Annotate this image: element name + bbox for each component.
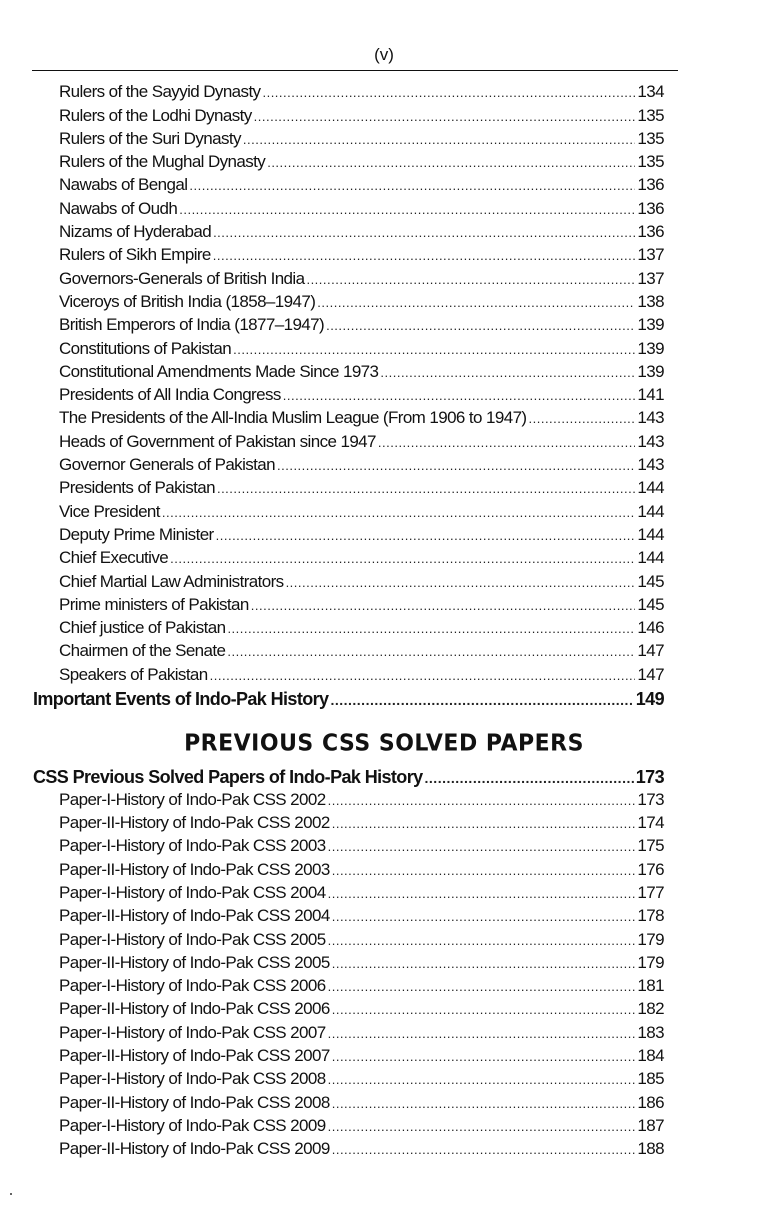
toc-entry-page: 138 xyxy=(637,291,664,311)
toc-leader-dots xyxy=(262,84,635,102)
toc-entry-page: 146 xyxy=(637,618,664,638)
toc-entry xyxy=(59,592,664,615)
toc-leader-dots xyxy=(328,885,636,903)
toc-leader-dots xyxy=(328,932,636,950)
toc-entry-page: 143 xyxy=(637,455,664,475)
toc-entry xyxy=(59,615,664,638)
toc-entry-page: 135 xyxy=(637,105,664,125)
toc-entry xyxy=(59,289,664,312)
toc-entry-page: 135 xyxy=(637,152,664,172)
toc-entry-title: Paper-I-History of Indo-Pak CSS 2005 xyxy=(59,929,326,949)
toc-leader-dots xyxy=(332,862,636,880)
toc-entry-title: Constitutional Amendments Made Since 1973 xyxy=(59,361,379,381)
toc-entry xyxy=(59,312,664,335)
toc-entry xyxy=(59,810,664,833)
toc-leader-dots xyxy=(213,224,635,242)
toc-leader-dots xyxy=(332,1095,636,1113)
toc-entry-title: Rulers of the Sayyid Dynasty xyxy=(59,82,261,102)
toc-leader-dots xyxy=(378,434,636,452)
toc-entry-page: 179 xyxy=(637,952,664,972)
toc-entry-page: 178 xyxy=(637,906,664,926)
toc-entry xyxy=(59,661,664,684)
toc-leader-dots xyxy=(162,504,636,522)
toc-entry-page: 183 xyxy=(637,1022,664,1042)
toc-entry-page: 136 xyxy=(637,175,664,195)
toc-section-css-papers xyxy=(0,762,768,1159)
toc-entry-title: British Emperors of India (1877–1947) xyxy=(59,315,325,335)
toc-major-entry xyxy=(33,762,664,787)
toc-entry-page: 181 xyxy=(637,976,664,996)
toc-leader-dots xyxy=(330,691,633,709)
toc-entry xyxy=(59,522,664,545)
stray-dot xyxy=(10,1193,12,1195)
page-number: (v) xyxy=(374,45,394,64)
toc-entry xyxy=(59,149,664,172)
toc-leader-dots xyxy=(251,597,636,615)
toc-entry-title: Paper-II-History of Indo-Pak CSS 2004 xyxy=(59,906,330,926)
toc-entry xyxy=(59,102,664,125)
toc-entry-page: 139 xyxy=(637,361,664,381)
toc-leader-dots xyxy=(332,908,636,926)
toc-entry-page: 143 xyxy=(637,408,664,428)
toc-entry-title: Nawabs of Bengal xyxy=(59,175,188,195)
toc-entry xyxy=(59,79,664,102)
toc-entry-page: 179 xyxy=(637,929,664,949)
toc-entry xyxy=(59,405,664,428)
toc-leader-dots xyxy=(328,978,636,996)
toc-leader-dots xyxy=(267,154,635,172)
toc-entry-page: 173 xyxy=(635,766,664,787)
toc-entry-page: 135 xyxy=(637,128,664,148)
toc-entry-title: Paper-II-History of Indo-Pak CSS 2007 xyxy=(59,1046,330,1066)
toc-entry xyxy=(59,195,664,218)
toc-entry-title: Deputy Prime Minister xyxy=(59,524,214,544)
toc-entry-page: 145 xyxy=(637,594,664,614)
header-rule xyxy=(32,70,678,71)
toc-entry-page: 139 xyxy=(637,315,664,335)
toc-entry xyxy=(59,242,664,265)
toc-entry-title: CSS Previous Solved Papers of Indo-Pak History xyxy=(33,766,423,787)
toc-entry-page: 143 xyxy=(637,431,664,451)
toc-entry-title: Paper-I-History of Indo-Pak CSS 2006 xyxy=(59,976,326,996)
toc-leader-dots xyxy=(332,955,636,973)
toc-entry-title: Rulers of the Mughal Dynasty xyxy=(59,152,266,172)
toc-entry-page: 137 xyxy=(637,245,664,265)
toc-entry-page: 177 xyxy=(637,882,664,902)
toc-entry-page: 141 xyxy=(637,385,664,405)
toc-entry-page: 187 xyxy=(637,1115,664,1135)
toc-leader-dots xyxy=(306,271,635,289)
toc-entry xyxy=(59,1019,664,1042)
toc-entry-page: 175 xyxy=(637,836,664,856)
toc-entry xyxy=(59,452,664,475)
toc-entry-title: Viceroys of British India (1858–1947) xyxy=(59,291,316,311)
toc-leader-dots xyxy=(254,108,636,126)
toc-leader-dots xyxy=(328,838,636,856)
toc-entry xyxy=(59,950,664,973)
toc-leader-dots xyxy=(328,1118,636,1136)
toc-entry-title: Paper-I-History of Indo-Pak CSS 2004 xyxy=(59,882,326,902)
toc-entry-page: 145 xyxy=(637,571,664,591)
toc-entry-title: Paper-II-History of Indo-Pak CSS 2009 xyxy=(59,1139,330,1159)
toc-entry-title: Paper-I-History of Indo-Pak CSS 2002 xyxy=(59,789,326,809)
toc-entry xyxy=(59,1066,664,1089)
toc-entry xyxy=(59,1089,664,1112)
toc-leader-dots xyxy=(217,480,635,498)
toc-leader-dots xyxy=(213,247,636,265)
toc-entry-title: Paper-I-History of Indo-Pak CSS 2007 xyxy=(59,1022,326,1042)
toc-leader-dots xyxy=(227,643,635,661)
toc-entry-title: Heads of Government of Pakistan since 1947 xyxy=(59,431,376,451)
toc-leader-dots xyxy=(283,387,636,405)
toc-leader-dots xyxy=(277,457,635,475)
toc-leader-dots xyxy=(243,131,636,149)
toc-leader-dots xyxy=(189,177,635,195)
toc-entry-title: Paper-II-History of Indo-Pak CSS 2003 xyxy=(59,859,330,879)
toc-leader-dots xyxy=(529,410,636,428)
toc-entry xyxy=(59,973,664,996)
toc-entry xyxy=(59,498,664,521)
toc-entry-title: Nizams of Hyderabad xyxy=(59,222,212,242)
toc-entry xyxy=(59,833,664,856)
toc-entry xyxy=(59,359,664,382)
toc-entry-page: 136 xyxy=(637,198,664,218)
toc-entry-title: Paper-II-History of Indo-Pak CSS 2005 xyxy=(59,952,330,972)
toc-entry xyxy=(59,926,664,949)
toc-entry-page: 144 xyxy=(637,478,664,498)
toc-entry-title: Speakers of Pakistan xyxy=(59,664,208,684)
toc-leader-dots xyxy=(332,1141,636,1159)
toc-major-entry xyxy=(33,685,664,710)
toc-leader-dots xyxy=(332,1001,636,1019)
toc-entry-page: 176 xyxy=(637,859,664,879)
toc-entry-page: 144 xyxy=(637,501,664,521)
toc-leader-dots xyxy=(380,364,635,382)
toc-entry-page: 136 xyxy=(637,222,664,242)
toc-leader-dots xyxy=(170,550,635,568)
toc-entry-page: 134 xyxy=(637,82,664,102)
toc-leader-dots xyxy=(286,574,636,592)
toc-leader-dots xyxy=(317,294,635,312)
toc-leader-dots xyxy=(179,201,635,219)
toc-entry-page: 144 xyxy=(637,524,664,544)
toc-entry-title: Rulers of Sikh Empire xyxy=(59,245,211,265)
toc-entry-page: 182 xyxy=(637,999,664,1019)
toc-entry xyxy=(59,880,664,903)
toc-entry-title: Governors-Generals of British India xyxy=(59,268,305,288)
toc-entry-page: 147 xyxy=(637,664,664,684)
toc-entry-title: Chairmen of the Senate xyxy=(59,641,226,661)
toc-leader-dots xyxy=(328,1025,636,1043)
toc-leader-dots xyxy=(332,815,636,833)
toc-entry-page: 147 xyxy=(637,641,664,661)
toc-entry-page: 186 xyxy=(637,1092,664,1112)
section-heading: PREVIOUS CSS SOLVED PAPERS xyxy=(184,730,584,757)
toc-entry-title: Paper-I-History of Indo-Pak CSS 2008 xyxy=(59,1069,326,1089)
toc-entry-title: Rulers of the Lodhi Dynasty xyxy=(59,105,252,125)
toc-entry-title: Paper-I-History of Indo-Pak CSS 2003 xyxy=(59,836,326,856)
toc-entry xyxy=(59,1113,664,1136)
toc-entry-title: Nawabs of Oudh xyxy=(59,198,178,218)
toc-entry xyxy=(59,126,664,149)
toc-leader-dots xyxy=(227,620,635,638)
toc-entry-title: Presidents of All India Congress xyxy=(59,385,281,405)
toc-entry-title: Paper-II-History of Indo-Pak CSS 2002 xyxy=(59,813,330,833)
toc-entry xyxy=(59,219,664,242)
toc-leader-dots xyxy=(425,769,634,787)
toc-leader-dots xyxy=(326,317,635,335)
toc-leader-dots xyxy=(233,341,635,359)
toc-entry xyxy=(59,903,664,926)
toc-entry-title: Chief Martial Law Administrators xyxy=(59,571,284,591)
toc-entry-title: The Presidents of the All-India Muslim League (From 1906 to 1947) xyxy=(59,408,527,428)
toc-entry-title: Chief justice of Pakistan xyxy=(59,618,226,638)
toc-entry xyxy=(59,172,664,195)
toc-entry xyxy=(59,1043,664,1066)
toc-entry xyxy=(59,545,664,568)
toc-entry xyxy=(59,787,664,810)
toc-entry-title: Constitutions of Pakistan xyxy=(59,338,232,358)
toc-leader-dots xyxy=(332,1048,636,1066)
toc-entry-title: Important Events of Indo-Pak History xyxy=(33,689,329,710)
toc-entry xyxy=(59,568,664,591)
toc-entry-title: Vice President xyxy=(59,501,160,521)
toc-entry-page: 188 xyxy=(637,1139,664,1159)
toc-entry xyxy=(59,265,664,288)
toc-entry-title: Paper-II-History of Indo-Pak CSS 2008 xyxy=(59,1092,330,1112)
toc-entry xyxy=(59,428,664,451)
toc-entry-title: Paper-II-History of Indo-Pak CSS 2006 xyxy=(59,999,330,1019)
toc-entry-page: 173 xyxy=(637,789,664,809)
toc-entry xyxy=(59,638,664,661)
toc-entry xyxy=(59,856,664,879)
toc-leader-dots xyxy=(216,527,636,545)
toc-entry-page: 149 xyxy=(635,689,664,710)
toc-entry-title: Governor Generals of Pakistan xyxy=(59,455,275,475)
toc-leader-dots xyxy=(210,667,636,685)
toc-entry-title: Rulers of the Suri Dynasty xyxy=(59,128,241,148)
toc-entry-title: Presidents of Pakistan xyxy=(59,478,215,498)
toc-entry-page: 174 xyxy=(637,813,664,833)
toc-entry-page: 184 xyxy=(637,1046,664,1066)
toc-entry-page: 137 xyxy=(637,268,664,288)
toc-leader-dots xyxy=(328,792,636,810)
toc-entry-title: Paper-I-History of Indo-Pak CSS 2009 xyxy=(59,1115,326,1135)
toc-entry-title: Chief Executive xyxy=(59,548,169,568)
toc-entry xyxy=(59,1136,664,1159)
toc-section-reference-lists xyxy=(0,79,768,709)
toc-entry xyxy=(59,382,664,405)
toc-leader-dots xyxy=(328,1071,636,1089)
toc-entry-page: 139 xyxy=(637,338,664,358)
toc-entry xyxy=(59,475,664,498)
toc-entry-page: 185 xyxy=(637,1069,664,1089)
toc-entry-title: Prime ministers of Pakistan xyxy=(59,594,249,614)
toc-entry-page: 144 xyxy=(637,548,664,568)
toc-entry xyxy=(59,335,664,358)
toc-entry xyxy=(59,996,664,1019)
